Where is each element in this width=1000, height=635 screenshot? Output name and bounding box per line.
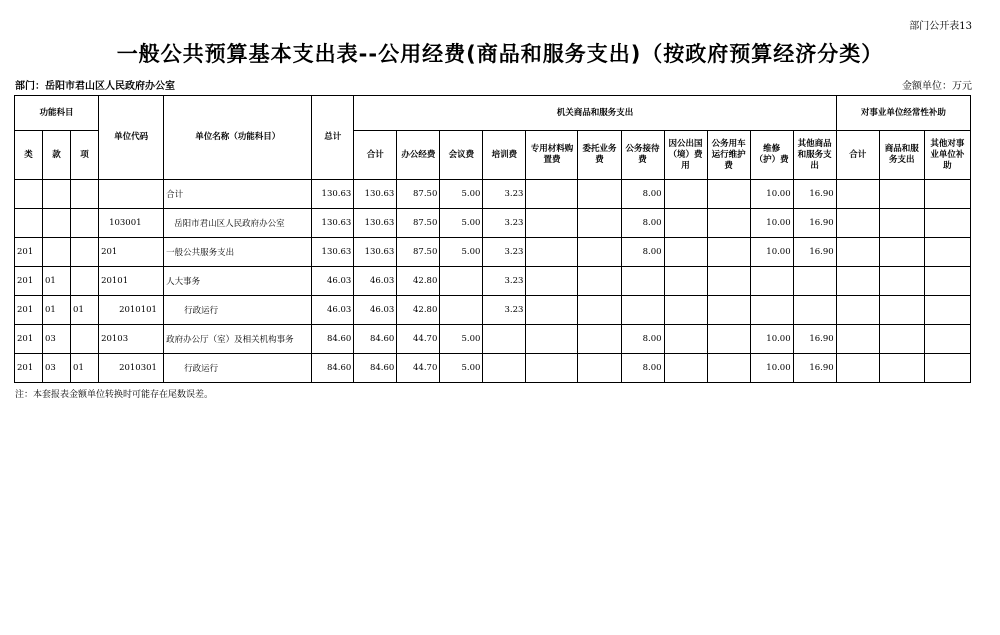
amount-cell <box>836 209 879 238</box>
amount-cell <box>578 209 621 238</box>
xiang-cell <box>71 325 99 354</box>
col-header: 合计 <box>836 131 879 180</box>
amount-cell: 3.23 <box>483 267 526 296</box>
amount-cell <box>621 267 664 296</box>
amount-cell: 130.63 <box>354 209 397 238</box>
lei-header: 类 <box>15 131 43 180</box>
amount-cell <box>707 209 750 238</box>
footnote: 注：本套报表金额单位转换时可能存在尾数误差。 <box>15 390 214 400</box>
amount-cell: 42.80 <box>397 296 440 325</box>
report-number: 部门公开表13 <box>909 21 972 32</box>
table-row <box>15 325 971 354</box>
amount-cell: 8.00 <box>621 354 664 383</box>
kuan-cell: 01 <box>43 267 71 296</box>
col-header: 商品和服务支出 <box>879 131 924 180</box>
amount-cell <box>526 267 578 296</box>
amount-cell <box>879 296 924 325</box>
unit-name-cell: 岳阳市君山区人民政府办公室 <box>164 209 312 238</box>
page-title: 一般公共预算基本支出表--公用经费(商品和服务支出)（按政府预算经济分类） <box>116 42 884 66</box>
amount-cell <box>526 354 578 383</box>
kuan-cell: 03 <box>43 354 71 383</box>
unit-code-cell: 20103 <box>99 325 164 354</box>
col-header: 办公经费 <box>397 131 440 180</box>
lei-cell: 201 <box>15 267 43 296</box>
amount-cell <box>836 296 879 325</box>
amount-cell <box>578 354 621 383</box>
kuan-cell <box>43 238 71 267</box>
table-row <box>15 267 971 296</box>
amount-cell: 5.00 <box>440 238 483 267</box>
amount-cell <box>526 180 578 209</box>
amount-cell <box>440 296 483 325</box>
amount-cell <box>879 209 924 238</box>
amount-cell: 8.00 <box>621 180 664 209</box>
total-cell: 84.60 <box>312 354 354 383</box>
table-row <box>15 180 971 209</box>
amount-cell: 46.03 <box>354 267 397 296</box>
amount-cell <box>526 209 578 238</box>
amount-cell <box>750 267 793 296</box>
xiang-cell: 01 <box>71 296 99 325</box>
unit-code-header: 单位代码 <box>99 96 164 180</box>
amount-cell <box>664 180 707 209</box>
amount-cell: 130.63 <box>354 238 397 267</box>
total-cell: 130.63 <box>312 180 354 209</box>
table-row <box>15 354 971 383</box>
amount-cell: 42.80 <box>397 267 440 296</box>
amount-cell <box>707 296 750 325</box>
unit-code-cell: 2010101 <box>99 296 164 325</box>
amount-cell <box>578 238 621 267</box>
amount-cell <box>707 267 750 296</box>
amount-cell <box>836 354 879 383</box>
amount-cell <box>836 267 879 296</box>
amount-cell: 87.50 <box>397 238 440 267</box>
lei-cell: 201 <box>15 296 43 325</box>
amount-cell: 84.60 <box>354 354 397 383</box>
func-subject-header: 功能科目 <box>15 96 99 131</box>
amount-cell <box>621 296 664 325</box>
unit-name-header: 单位名称（功能科目） <box>164 96 312 180</box>
amount-cell <box>924 180 970 209</box>
amount-cell <box>578 267 621 296</box>
amount-cell <box>924 267 970 296</box>
amount-cell <box>526 296 578 325</box>
amount-cell: 16.90 <box>793 180 836 209</box>
amount-cell: 130.63 <box>354 180 397 209</box>
total-cell: 46.03 <box>312 267 354 296</box>
col-header: 因公出国（境）费用 <box>664 131 707 180</box>
col-header: 专用材料购置费 <box>526 131 578 180</box>
col-header: 其他对事业单位补助 <box>924 131 970 180</box>
amount-cell: 10.00 <box>750 354 793 383</box>
xiang-cell <box>71 267 99 296</box>
total-header: 总计 <box>312 96 354 180</box>
table-body <box>15 180 971 383</box>
amount-cell: 8.00 <box>621 238 664 267</box>
amount-cell: 10.00 <box>750 325 793 354</box>
kuan-header: 款 <box>43 131 71 180</box>
unit-name-cell: 合计 <box>164 180 312 209</box>
amount-cell <box>664 296 707 325</box>
table-row <box>15 296 971 325</box>
department-label: 部门：岳阳市君山区人民政府办公室 <box>15 81 175 92</box>
amount-cell <box>526 325 578 354</box>
total-cell: 130.63 <box>312 209 354 238</box>
amount-cell <box>879 354 924 383</box>
amount-cell: 16.90 <box>793 325 836 354</box>
lei-cell <box>15 209 43 238</box>
amount-cell: 10.00 <box>750 209 793 238</box>
xiang-cell: 01 <box>71 354 99 383</box>
amount-cell <box>707 238 750 267</box>
amount-cell: 8.00 <box>621 209 664 238</box>
amount-unit-label: 金额单位：万元 <box>902 81 972 92</box>
unit-code-cell <box>99 180 164 209</box>
amount-cell <box>793 267 836 296</box>
amount-cell <box>707 325 750 354</box>
amount-cell <box>483 325 526 354</box>
col-header: 委托业务费 <box>578 131 621 180</box>
amount-cell <box>707 180 750 209</box>
amount-cell: 5.00 <box>440 325 483 354</box>
amount-cell <box>879 267 924 296</box>
amount-cell: 5.00 <box>440 354 483 383</box>
amount-cell <box>483 354 526 383</box>
expenditure-table <box>14 95 971 383</box>
lei-cell: 201 <box>15 325 43 354</box>
table-row <box>15 209 971 238</box>
amount-cell: 44.70 <box>397 325 440 354</box>
amount-cell <box>836 238 879 267</box>
amount-cell: 8.00 <box>621 325 664 354</box>
amount-cell: 5.00 <box>440 209 483 238</box>
amount-cell <box>924 296 970 325</box>
amount-cell: 84.60 <box>354 325 397 354</box>
amount-cell <box>924 209 970 238</box>
xiang-header: 项 <box>71 131 99 180</box>
amount-cell: 46.03 <box>354 296 397 325</box>
amount-cell <box>440 267 483 296</box>
amount-cell <box>578 180 621 209</box>
amount-cell <box>879 180 924 209</box>
lei-cell <box>15 180 43 209</box>
amount-cell <box>578 325 621 354</box>
amount-cell: 16.90 <box>793 354 836 383</box>
amount-cell: 87.50 <box>397 209 440 238</box>
col-header: 公务用车运行维护费 <box>707 131 750 180</box>
total-cell: 46.03 <box>312 296 354 325</box>
amount-cell: 3.23 <box>483 296 526 325</box>
col-header: 会议费 <box>440 131 483 180</box>
unit-name-cell: 人大事务 <box>164 267 312 296</box>
unit-name-cell: 行政运行 <box>164 296 312 325</box>
kuan-cell: 03 <box>43 325 71 354</box>
col-header: 公务接待费 <box>621 131 664 180</box>
kuan-cell: 01 <box>43 296 71 325</box>
amount-cell: 16.90 <box>793 238 836 267</box>
col-header: 其他商品和服务支出 <box>793 131 836 180</box>
amount-cell <box>879 238 924 267</box>
amount-cell <box>664 325 707 354</box>
agency-goods-services-header: 机关商品和服务支出 <box>354 96 836 131</box>
unit-name-cell: 政府办公厅（室）及相关机构事务 <box>164 325 312 354</box>
amount-cell: 3.23 <box>483 238 526 267</box>
amount-cell <box>664 354 707 383</box>
unit-name-cell: 一般公共服务支出 <box>164 238 312 267</box>
amount-cell <box>924 325 970 354</box>
total-cell: 84.60 <box>312 325 354 354</box>
amount-cell <box>526 238 578 267</box>
amount-cell <box>664 209 707 238</box>
amount-cell <box>793 296 836 325</box>
amount-cell <box>664 238 707 267</box>
amount-cell <box>707 354 750 383</box>
amount-cell: 10.00 <box>750 238 793 267</box>
col-header: 培训费 <box>483 131 526 180</box>
amount-cell: 3.23 <box>483 209 526 238</box>
unit-code-cell: 2010301 <box>99 354 164 383</box>
amount-cell: 10.00 <box>750 180 793 209</box>
amount-cell: 3.23 <box>483 180 526 209</box>
unit-code-cell: 201 <box>99 238 164 267</box>
total-cell: 130.63 <box>312 238 354 267</box>
unit-code-cell: 103001 <box>99 209 164 238</box>
amount-cell <box>578 296 621 325</box>
unit-name-cell: 行政运行 <box>164 354 312 383</box>
col-header: 维修（护）费 <box>750 131 793 180</box>
amount-cell <box>924 354 970 383</box>
amount-cell <box>750 296 793 325</box>
amount-cell <box>879 325 924 354</box>
amount-cell: 44.70 <box>397 354 440 383</box>
amount-cell <box>664 267 707 296</box>
table-row <box>15 238 971 267</box>
subsidy-header: 对事业单位经常性补助 <box>836 96 970 131</box>
amount-cell <box>924 238 970 267</box>
xiang-cell <box>71 209 99 238</box>
lei-cell: 201 <box>15 354 43 383</box>
kuan-cell <box>43 209 71 238</box>
xiang-cell <box>71 180 99 209</box>
xiang-cell <box>71 238 99 267</box>
lei-cell: 201 <box>15 238 43 267</box>
col-header: 合计 <box>354 131 397 180</box>
kuan-cell <box>43 180 71 209</box>
amount-cell: 87.50 <box>397 180 440 209</box>
amount-cell <box>836 325 879 354</box>
amount-cell: 16.90 <box>793 209 836 238</box>
unit-code-cell: 20101 <box>99 267 164 296</box>
amount-cell <box>836 180 879 209</box>
amount-cell: 5.00 <box>440 180 483 209</box>
